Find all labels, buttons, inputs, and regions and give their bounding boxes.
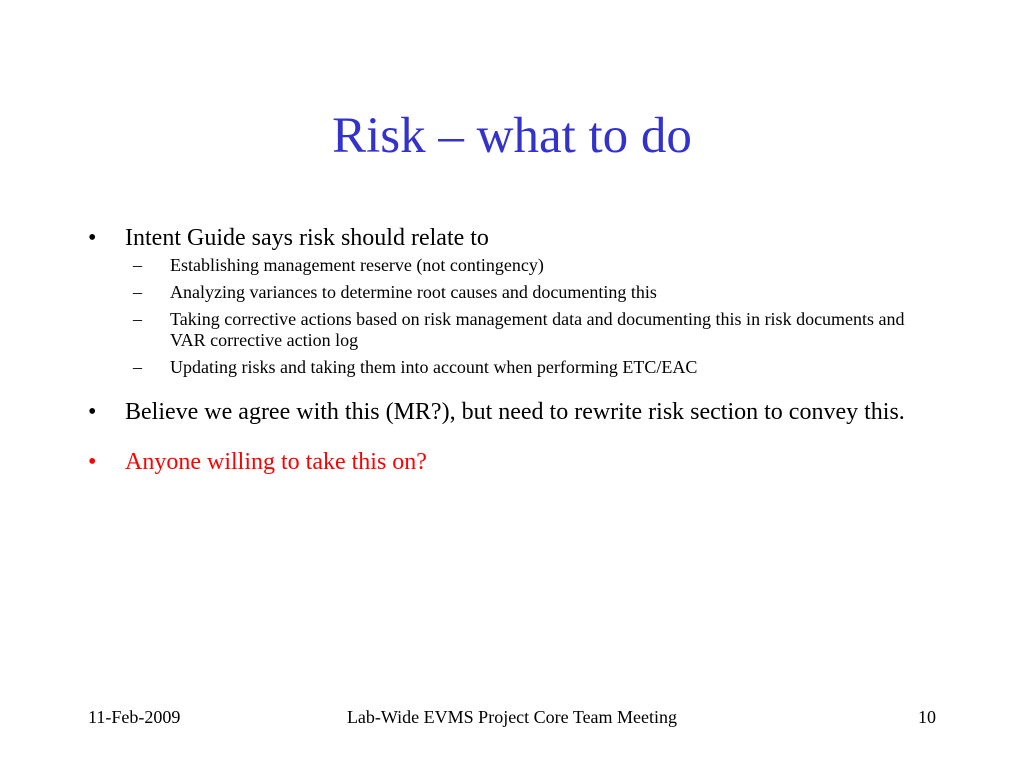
footer-date: 11-Feb-2009 <box>88 707 181 727</box>
sub-bullet-text: Analyzing variances to determine root causes and documenting this <box>170 282 657 302</box>
bullet-item <box>88 398 928 426</box>
sub-bullet-list <box>133 255 928 378</box>
slide-title: Risk – what to do <box>332 108 692 164</box>
bullet-text: Anyone willing to take this on? <box>125 449 427 475</box>
sub-bullet-text: Taking corrective actions based on risk management data and documenting this in risk documents and VAR corrective action log <box>170 309 905 350</box>
sub-bullet-item <box>133 255 928 276</box>
sub-bullet-item <box>133 309 928 351</box>
bullet-marker: • <box>88 225 97 251</box>
footer-title: Lab-Wide EVMS Project Core Team Meeting <box>346 707 678 727</box>
dash-marker: – <box>133 255 142 275</box>
bullet-marker: • <box>88 449 97 475</box>
dash-marker: – <box>133 357 142 377</box>
sub-bullet-text: Updating risks and taking them into account when performing ETC/EAC <box>170 357 698 377</box>
bullet-item <box>88 224 928 252</box>
slide-number: 10 <box>918 707 936 727</box>
bullet-item-highlight <box>88 448 928 476</box>
dash-marker: – <box>133 309 142 329</box>
sub-bullet-text: Establishing management reserve (not contingency) <box>170 255 544 275</box>
sub-bullet-item <box>133 282 928 303</box>
slide-body <box>88 224 928 476</box>
bullet-text: Intent Guide says risk should relate to <box>125 225 489 251</box>
sub-bullet-item <box>133 357 928 378</box>
dash-marker: – <box>133 282 142 302</box>
bullet-text: Believe we agree with this (MR?), but need to rewrite risk section to convey this. <box>125 399 905 425</box>
bullet-marker: • <box>88 399 97 425</box>
